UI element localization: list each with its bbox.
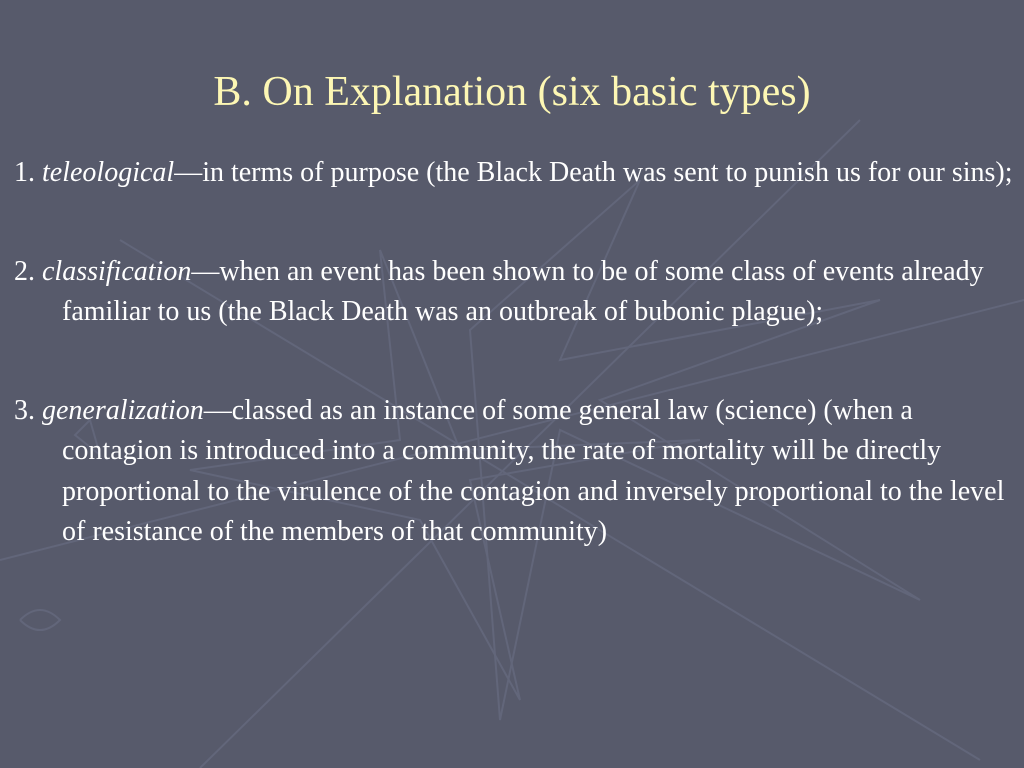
slide-title: B. On Explanation (six basic types)	[213, 69, 811, 115]
item-term: classification	[42, 255, 192, 287]
explanation-list	[14, 153, 1014, 553]
item-text: —in terms of purpose (the Black Death was sent to punish us for our sins);	[174, 157, 1013, 188]
item-number: 2.	[14, 255, 35, 287]
list-item	[14, 153, 1014, 194]
item-number: 1.	[14, 157, 35, 188]
item-text: —when an event has been shown to be of some class of events already familiar to us (the Black Death was an outbreak of bubonic plague);	[62, 255, 984, 327]
item-term: generalization	[42, 394, 204, 426]
list-item	[14, 252, 1014, 333]
item-term: teleological	[42, 157, 175, 188]
item-text: —classed as an instance of some general law (science) (when a contagion is introduced into a community, the rate of mortality will be directly proportional to the virulence of the contagion and inversely proportional to the level of resistance of the members of that community)	[62, 394, 1005, 547]
item-number: 3.	[14, 394, 35, 426]
list-item	[14, 391, 1014, 553]
